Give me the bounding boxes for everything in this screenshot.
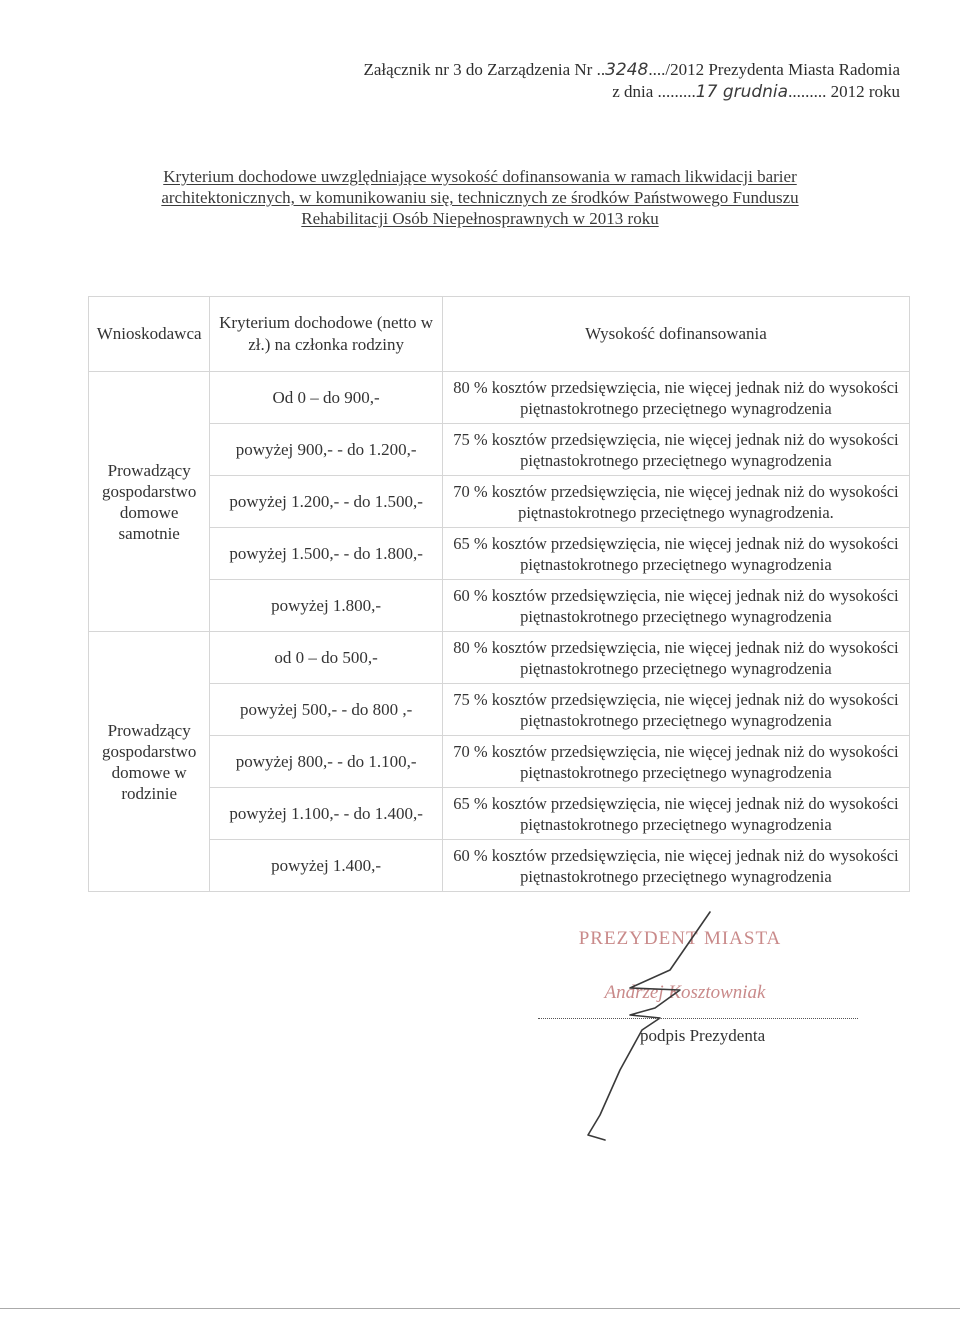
funding-cell: 80 % kosztów przedsięwzięcia, nie więcej jednak niż do wysokości piętnastokrotnego przeciętnego wynagrodzenia <box>442 372 909 424</box>
table-row <box>89 424 910 476</box>
funding-cell: 80 % kosztów przedsięwzięcia, nie więcej jednak niż do wysokości piętnastokrotnego przeciętnego wynagrodzenia <box>442 632 909 684</box>
funding-cell: 65 % kosztów przedsięwzięcia, nie więcej jednak niż do wysokości piętnastokrotnego przeciętnego wynagrodzenia <box>442 528 909 580</box>
date-prefix: z dnia ......... <box>612 82 696 101</box>
applicant-group-family: Prowadzący gospodarstwo domowe w rodzinie <box>89 632 210 892</box>
funding-cell: 75 % kosztów przedsięwzięcia, nie więcej jednak niż do wysokości piętnastokrotnego przeciętnego wynagrodzenia <box>442 684 909 736</box>
criterion-cell: powyżej 500,- - do 800 ,- <box>210 684 443 736</box>
official-stamp-name: Andrzej Kosztowniak <box>604 982 766 1003</box>
criterion-cell: powyżej 1.200,- - do 1.500,- <box>210 476 443 528</box>
criterion-cell: powyżej 1.100,- - do 1.400,- <box>210 788 443 840</box>
header-funding: Wysokość dofinansowania <box>442 297 909 372</box>
criterion-cell: powyżej 1.400,- <box>210 840 443 892</box>
date-suffix: ......... 2012 roku <box>788 82 900 101</box>
funding-cell: 65 % kosztów przedsięwzięcia, nie więcej jednak niż do wysokości piętnastokrotnego przeciętnego wynagrodzenia <box>442 788 909 840</box>
official-stamp-title: PREZYDENT MIASTA <box>578 928 782 949</box>
handwritten-date: 17 grudnia <box>695 82 789 102</box>
handwritten-signature <box>560 900 760 1150</box>
document-title <box>100 166 860 229</box>
criterion-cell: od 0 – do 500,- <box>210 632 443 684</box>
funding-cell: 60 % kosztów przedsięwzięcia, nie więcej jednak niż do wysokości piętnastokrotnego przeciętnego wynagrodzenia <box>442 580 909 632</box>
header-suffix: ..../2012 Prezydenta Miasta Radomia <box>648 60 900 79</box>
criterion-cell: powyżej 800,- - do 1.100,- <box>210 736 443 788</box>
page-edge-divider <box>0 1308 960 1309</box>
table-row <box>89 580 910 632</box>
table-row <box>89 684 910 736</box>
criterion-cell: powyżej 900,- - do 1.200,- <box>210 424 443 476</box>
title-line-2: architektonicznych, w komunikowaniu się, technicznych ze środków Państwowego Funduszu <box>161 188 799 207</box>
table-header-row <box>89 297 910 372</box>
title-line-1: Kryterium dochodowe uwzględniające wysokość dofinansowania w ramach likwidacji barier <box>163 167 797 186</box>
header-attachment-line <box>363 60 900 80</box>
funding-cell: 75 % kosztów przedsięwzięcia, nie więcej jednak niż do wysokości piętnastokrotnego przeciętnego wynagrodzenia <box>442 424 909 476</box>
criterion-cell: powyżej 1.800,- <box>210 580 443 632</box>
table-row <box>89 476 910 528</box>
header-applicant: Wnioskodawca <box>89 297 210 372</box>
criterion-cell: Od 0 – do 900,- <box>210 372 443 424</box>
funding-cell: 70 % kosztów przedsięwzięcia, nie więcej jednak niż do wysokości piętnastokrotnego przeciętnego wynagrodzenia <box>442 736 909 788</box>
title-line-3: Rehabilitacji Osób Niepełnosprawnych w 2013 roku <box>301 209 659 228</box>
table-row <box>89 840 910 892</box>
applicant-group-single: Prowadzący gospodarstwo domowe samotnie <box>89 372 210 632</box>
header-prefix: Załącznik nr 3 do Zarządzenia Nr .. <box>363 60 606 79</box>
signature-line <box>538 1008 858 1019</box>
table-row <box>89 632 910 684</box>
income-criteria-table <box>88 296 910 892</box>
handwritten-order-number: 3248 <box>605 60 649 80</box>
funding-cell: 70 % kosztów przedsięwzięcia, nie więcej jednak niż do wysokości piętnastokrotnego przeciętnego wynagrodzenia. <box>442 476 909 528</box>
table-row <box>89 372 910 424</box>
header-criterion: Kryterium dochodowe (netto w zł.) na członka rodziny <box>210 297 443 372</box>
table-row <box>89 528 910 580</box>
header-date-line <box>612 82 900 102</box>
criterion-cell: powyżej 1.500,- - do 1.800,- <box>210 528 443 580</box>
table-row <box>89 788 910 840</box>
signature-label: podpis Prezydenta <box>640 1026 766 1045</box>
table-row <box>89 736 910 788</box>
funding-cell: 60 % kosztów przedsięwzięcia, nie więcej jednak niż do wysokości piętnastokrotnego przeciętnego wynagrodzenia <box>442 840 909 892</box>
